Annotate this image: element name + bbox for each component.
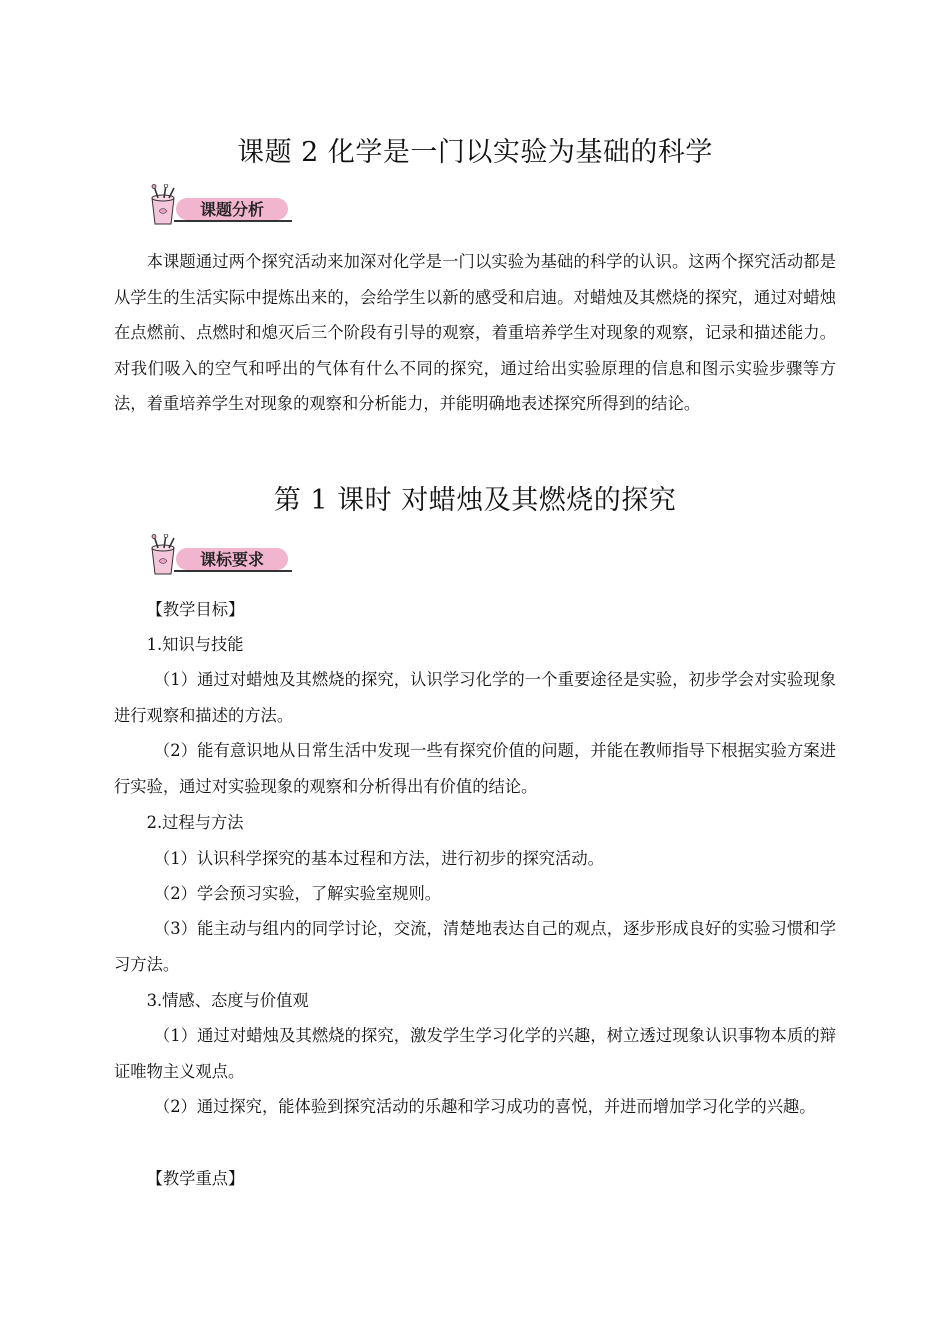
- section3-item2: （2）通过探究，能体验到探究活动的乐趣和学习成功的喜悦，并进而增加学习化学的兴趣。: [153, 1097, 816, 1116]
- lesson-title: 第 1 课时 对蜡烛及其燃烧的探究: [273, 485, 677, 516]
- section1-item1: （1）通过对蜡烛及其燃烧的探究，认识学习化学的一个重要途径是实验，初步学会对实验现象进行观察和描述的方法。: [114, 670, 836, 725]
- main-title: 课题 2 化学是一门以实验为基础的科学: [237, 137, 713, 168]
- section2-item2: （2）学会预习实验，了解实验室规则。: [153, 884, 442, 903]
- section2-item3: （3）能主动与组内的同学讨论，交流，清楚地表达自己的观点，逐步形成良好的实验习惯和学习方法。: [114, 919, 836, 974]
- section3-heading: 3.情感、态度与价值观: [146, 991, 309, 1010]
- badge-standard-label: 课标要求: [199, 550, 265, 569]
- teaching-goals-heading: 【教学目标】: [146, 600, 245, 619]
- intro-paragraph: 本课题通过两个探究活动来加深对化学是一门以实验为基础的科学的认识。这两个探究活动都是从学生的生活实际中提炼出来的，会给学生以新的感受和启迪。对蜡烛及其燃烧的探究，通过对蜡烛在点燃前、点燃时和熄灭后三个阶段有引导的观察，着重培养学生对现象的观察，记录和描述能力。对我们吸入的空气和呼出的气体有什么不同的探究，通过给出实验原理的信息和图示实验步骤等方法，着重培养学生对现象的观察和分析能力，并能明确地表述探究所得到的结论。: [114, 252, 836, 413]
- pen-cup-icon: [152, 184, 174, 224]
- section1-item2: （2）能有意识地从日常生活中发现一些有探究价值的问题，并能在教师指导下根据实验方案进行实验，通过对实验现象的观察和分析得出有价值的结论。: [114, 741, 836, 796]
- badge-curriculum-standard: [144, 534, 294, 578]
- key-points-heading: 【教学重点】: [146, 1169, 245, 1188]
- section1-heading: 1.知识与技能: [146, 635, 244, 654]
- section2-item1: （1）认识科学探究的基本过程和方法，进行初步的探究活动。: [153, 849, 604, 868]
- section2-heading: 2.过程与方法: [146, 813, 244, 832]
- section3-item1: （1）通过对蜡烛及其燃烧的探究，激发学生学习化学的兴趣，树立透过现象认识事物本质的辩证唯物主义观点。: [114, 1026, 836, 1081]
- badge-analysis-label: 课题分析: [199, 200, 265, 219]
- badge-course-analysis: [144, 184, 294, 228]
- pen-cup-icon: [152, 534, 174, 574]
